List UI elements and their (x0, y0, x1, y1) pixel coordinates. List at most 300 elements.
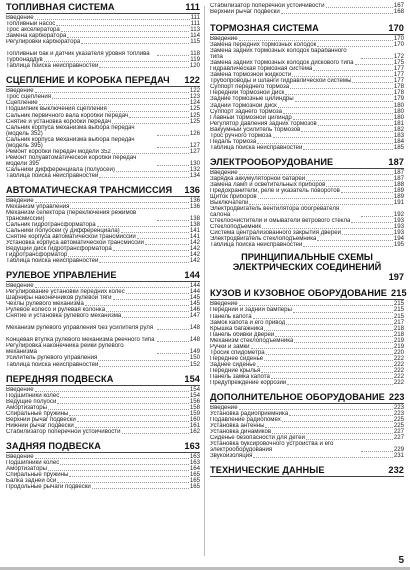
section-entries (6, 454, 200, 490)
toc-entry-label: Ведущий диск гидротрансформатора (6, 246, 112, 253)
dot-leader (253, 318, 393, 319)
toc-entry[interactable] (210, 242, 404, 248)
toc-entry-label: Продольные рычаги подвески (6, 484, 91, 491)
toc-entry-label: Сиденье безопасности для детей (210, 435, 305, 442)
section-page: 197 (388, 272, 404, 283)
dot-leader (157, 55, 189, 56)
toc-entry-label: Панель капота (210, 313, 252, 320)
toc-entry-page: 222 (393, 354, 404, 362)
toc-entry-page: 170 (393, 41, 404, 49)
toc-entry-label: Верхний рычаг подвески (6, 416, 76, 423)
dot-leader (35, 287, 189, 288)
dot-leader (287, 384, 392, 385)
toc-entry[interactable] (6, 137, 200, 149)
toc-entry-label: Установка буксировочного устройства и его электрооборудования (210, 441, 334, 454)
toc-entry-page: 125 (189, 117, 200, 125)
section-title: ДОПОЛНИТЕЛЬНОЕ ОБОРУДОВАНИЕ (210, 392, 385, 403)
toc-entry-page: 111 (190, 20, 200, 28)
toc-entry-page: 177 (393, 77, 404, 85)
toc-entry[interactable] (6, 45, 200, 57)
dot-leader (318, 125, 393, 126)
dot-leader (306, 180, 393, 181)
toc-entry-page: 120 (189, 62, 200, 70)
dot-leader (99, 177, 188, 178)
dot-leader (56, 25, 189, 26)
toc-entry-label: Введение (6, 386, 34, 393)
dot-leader (67, 37, 189, 38)
dot-leader (48, 409, 189, 410)
section-title: КУЗОВ И КУЗОВНОЕ ОБОРУДОВАНИЕ (210, 288, 388, 299)
toc-entry-page: 231 (393, 452, 404, 460)
dot-leader (69, 415, 188, 416)
section-rule (6, 13, 200, 14)
toc-entry-label: Таблица поиска неисправностей (6, 63, 99, 70)
toc-entry-label: Амортизаторы (6, 466, 48, 473)
toc-entry-label: Ремонт коробки передач модели 352 (6, 148, 111, 155)
toc-entry[interactable] (6, 319, 200, 331)
dot-leader (342, 234, 393, 235)
toc-entry-page: 177 (393, 71, 404, 79)
toc-entry-label: Таблица поиска неисправностей (210, 144, 303, 151)
section-rule (210, 476, 404, 477)
dot-leader (265, 427, 392, 428)
toc-entry-label: Стабилизатор поперечной устойчивости (6, 428, 121, 435)
dot-leader (281, 13, 393, 14)
toc-entry-page: 162 (189, 427, 200, 435)
toc-entry-page: 187 (393, 174, 404, 182)
toc-entry-page: 163 (189, 452, 200, 460)
toc-entry-label: Таблица поиска неисправностей (6, 361, 99, 368)
dot-leader (303, 149, 392, 150)
toc-entry-label: Спиральные пружины (6, 472, 69, 479)
toc-entry[interactable] (210, 380, 404, 386)
section-title: АВТОМАТИЧЕСКАЯ ТРАНСМИССИЯ (6, 184, 173, 195)
dot-leader (239, 40, 393, 41)
dot-leader (157, 165, 189, 166)
toc-entry-label: Гидравлическая тормозная система (210, 66, 313, 73)
toc-entry-page: 184 (393, 137, 404, 145)
toc-entry-label: Механизм рулевого управления без усилителя руля (6, 325, 154, 332)
dot-leader (99, 262, 188, 263)
toc-entry-label: Переднее сиденье (210, 355, 264, 362)
toc-entry-page: 111 (190, 14, 200, 21)
section-page: 163 (184, 440, 200, 451)
toc-entry-page: 177 (393, 65, 404, 73)
section-entries (6, 88, 200, 178)
dot-leader (272, 433, 393, 434)
dot-leader (285, 94, 393, 95)
toc-entry-page: 164 (189, 465, 200, 473)
toc-entry-label: Установка радиоприемника (210, 411, 289, 418)
dot-leader (341, 192, 393, 193)
dot-leader (157, 341, 189, 342)
dot-leader (292, 76, 393, 77)
toc-entry-page: 187 (393, 168, 404, 176)
toc-entry-page: 193 (393, 223, 404, 231)
section-heading[interactable] (210, 390, 404, 402)
toc-entry-label: Главный тормозной цилиндр (210, 114, 292, 121)
toc-entry[interactable] (6, 173, 200, 179)
toc-entry-page: 127 (189, 147, 200, 155)
toc-entry-label: Верхний рычаг подвески (210, 9, 280, 16)
toc-entry-label: Вакуумный усилитель тормозов (210, 126, 301, 133)
dot-leader (257, 366, 393, 367)
toc-entry-page: 142 (189, 257, 200, 265)
dot-leader (145, 244, 189, 245)
toc-entry-label: Введение (210, 36, 238, 43)
dot-leader (317, 46, 393, 47)
toc-entry-page: 222 (393, 379, 404, 387)
dot-leader (283, 113, 393, 114)
section-heading[interactable] (210, 286, 407, 299)
dot-leader (313, 70, 393, 71)
toc-entry-page: 161 (189, 421, 200, 429)
toc-entry[interactable] (6, 331, 200, 343)
section-entries (210, 170, 404, 249)
toc-entry-label: Система централизованного закрытия дверей (210, 230, 342, 237)
toc-entry-label: Заднее сиденье (210, 361, 256, 368)
toc-entry-page: 193 (393, 217, 404, 225)
toc-entry-page: 144 (189, 288, 200, 296)
section-entries (210, 36, 404, 151)
toc-entry-label: Подшипники колес (6, 392, 60, 399)
dot-leader (108, 111, 189, 112)
toc-entry[interactable] (6, 429, 200, 435)
section-heading[interactable] (210, 463, 404, 475)
toc-entry-page: 136 (189, 202, 200, 210)
toc-entry-page: 144 (189, 282, 200, 290)
toc-entry[interactable] (210, 206, 404, 218)
toc-entry-page: 148 (189, 336, 200, 344)
section-heading[interactable] (6, 439, 200, 451)
dot-leader (262, 228, 393, 229)
toc-entry-page: 195 (393, 241, 404, 249)
toc-entry-page: 193 (393, 229, 404, 237)
toc-entry-label: Введение (210, 301, 238, 308)
toc-entry[interactable] (6, 155, 200, 167)
dot-leader (361, 451, 393, 452)
toc-entry-label: Панель обивки дверей (210, 331, 275, 338)
toc-entry-label: Замок капота и его привод (210, 319, 286, 326)
toc-entry-page: 147 (189, 312, 200, 320)
section-heading[interactable] (210, 21, 404, 33)
dot-leader (137, 238, 189, 239)
toc-entry-page: 217 (393, 318, 404, 326)
dot-leader (157, 353, 189, 354)
toc-entry-label: Подавление радиопомех (210, 417, 281, 424)
toc-entry-page: 138 (189, 220, 200, 228)
toc-entry-label: Балка задней оси (6, 478, 57, 485)
dot-leader (60, 397, 189, 398)
section-entries (6, 387, 200, 435)
toc-entry-label: Механизм стеклоподъемника (210, 337, 294, 344)
column-divider (204, 6, 205, 556)
toc-entry-page: 192 (393, 211, 404, 219)
section-title: ТОПЛИВНАЯ СИСТЕМА (6, 2, 115, 12)
section-entries (210, 301, 404, 386)
dot-leader (35, 391, 189, 392)
dot-leader (157, 135, 189, 136)
toc-entry[interactable] (210, 48, 404, 60)
dot-leader (69, 476, 188, 477)
toc-entry-page: 158 (189, 403, 200, 411)
dot-leader (35, 92, 189, 93)
toc-entry-page: 178 (393, 89, 404, 97)
toc-entry-label: Сальник гидротрансформатора (6, 221, 96, 228)
toc-entry[interactable] (6, 125, 200, 137)
toc-entry[interactable] (6, 63, 200, 69)
toc-entry[interactable] (6, 484, 200, 490)
toc-entry-label: Подшипник выключения сцепления (6, 106, 107, 113)
dot-leader (48, 470, 189, 471)
toc-entry-page: 163 (189, 458, 200, 466)
dot-leader (35, 202, 189, 203)
toc-entry-page: 222 (393, 366, 404, 374)
toc-entry-page: 132 (189, 165, 200, 173)
toc-entry-page: 141 (189, 226, 200, 234)
toc-entry-label: Сцепление (6, 100, 38, 107)
toc-entry-label: Панель замка капота (210, 373, 270, 380)
dot-leader (301, 131, 392, 132)
dot-leader (239, 409, 393, 410)
toc-entry-page: 154 (189, 391, 200, 399)
toc-entry-page: 188 (393, 180, 404, 188)
dot-leader (112, 123, 189, 124)
section-page: 223 (388, 392, 405, 403)
toc-entry-page: 142 (189, 245, 200, 253)
toc-entry-label: Замена передних тормозных колодок (210, 42, 317, 49)
toc-entry-label: Предохранители, реле и указатель поворотов (210, 188, 340, 195)
dot-leader (352, 82, 392, 83)
dot-leader (355, 64, 393, 65)
toc-entry-page: 175 (393, 59, 404, 67)
toc-entry-page: 115 (190, 38, 200, 46)
page-number: 5 (398, 555, 404, 566)
section-title: ТЕХНИЧЕСКИЕ ДАННЫЕ (210, 465, 325, 476)
dot-leader (351, 222, 392, 223)
toc-entry-label: Таблица поиска неисправностей (6, 172, 99, 179)
toc-entry-page: 126 (189, 129, 200, 137)
toc-entry-label: Стеклоочистители и омыватели ветрового стекла (210, 218, 351, 225)
toc-entry-page: 225 (393, 422, 404, 430)
section-entries (6, 198, 200, 264)
toc-entry-page: 167 (393, 2, 404, 9)
dot-leader (99, 366, 188, 367)
dot-leader (264, 360, 393, 361)
section-heading[interactable] (6, 268, 200, 280)
toc-entry-label: Снятие корпуса автоматической трансмиссии (6, 233, 136, 240)
toc-entry-page: 149 (189, 348, 200, 356)
toc-entry-label: Тросик спидометра (210, 349, 265, 356)
dot-leader (39, 104, 189, 105)
toc-entry-label: Введение (6, 453, 34, 460)
toc-entry-page: 142 (189, 238, 200, 246)
toc-entry-label: Предупреждение коррозии (210, 380, 287, 387)
toc-entry-page: 142 (189, 251, 200, 259)
toc-entry-label: Механизм управления (6, 203, 70, 210)
section-title: ЭЛЕКТРООБОРУДОВАНИЕ (210, 156, 334, 167)
toc-entry-label: Крышка багажника (210, 325, 264, 332)
section-rule (6, 385, 200, 386)
dot-leader (113, 250, 189, 251)
toc-entry-page: 146 (189, 306, 200, 314)
toc-entry-page: 223 (393, 410, 404, 418)
dot-leader (92, 488, 189, 489)
toc-entry-label: Трос акселератора (6, 27, 60, 34)
section-heading[interactable] (6, 73, 200, 85)
toc-entry-label: Регулятор давления задних тормозов (210, 120, 317, 127)
dot-leader (70, 208, 188, 209)
section-heading[interactable] (6, 183, 200, 195)
dot-leader (271, 378, 393, 379)
toc-entry-label: Передние крылья (210, 367, 261, 374)
toc-section (210, 21, 404, 151)
toc-entry-page: 125 (189, 105, 200, 113)
toc-entry-label: Щиток приборов (210, 194, 257, 201)
toc-entry[interactable] (6, 258, 200, 264)
toc-entry-label: Электродвигатель стеклоподъемника (210, 236, 317, 243)
dot-leader (122, 433, 189, 434)
toc-entry-label: Установка корпуса автоматической трансмиссии (6, 239, 144, 246)
section-heading[interactable] (210, 155, 404, 167)
toc-entry-page: 185 (393, 143, 404, 151)
toc-entry[interactable] (210, 441, 404, 453)
toc-entry-label: Трос ручного тормоза (210, 132, 272, 139)
toc-entry-label: Введение (6, 15, 34, 21)
section-title[interactable]: ПРИНЦИПИАЛЬНЫЕ СХЕМЫ ЭЛЕКТРИЧЕСКИХ СОЕДИНЕНИЙ (232, 252, 382, 273)
toc-entry-page: 145 (189, 294, 200, 302)
toc-section (6, 73, 200, 178)
toc-entry-label: Гидротрансформатор (6, 252, 68, 259)
section-heading[interactable] (6, 372, 200, 384)
dot-leader (264, 330, 392, 331)
toc-entry-label: Концевая втулка рулевого механизма реечного типа (6, 337, 155, 344)
toc-entry-page: 160 (189, 415, 200, 423)
section-title: РУЛЕВОЕ УПРАВЛЕНИЕ (6, 270, 117, 281)
toc-section (210, 155, 404, 249)
section-title: ПЕРЕДНЯЯ ПОДВЕСКА (6, 373, 114, 384)
dot-leader (306, 439, 393, 440)
dot-leader (258, 198, 393, 199)
toc-entry-page: 215 (393, 312, 404, 320)
toc-entry-page: 141 (189, 232, 200, 240)
toc-entry-label: Суппорт переднего тормоза (210, 84, 290, 91)
toc-entry-label: Амортизаторы (6, 404, 48, 411)
toc-section (6, 0, 200, 69)
toc-entry-page: 123 (189, 93, 200, 101)
toc-entry-page: 189 (393, 187, 404, 195)
toc-entry[interactable] (6, 210, 200, 222)
toc-entry-label: Замена задних тормозных колодок барабанного типа (210, 48, 347, 61)
dot-leader (112, 153, 189, 154)
toc-section (6, 372, 200, 435)
toc-entry-label: Механизм селектора (переключения режимов трансмиссии) (6, 209, 137, 222)
dot-leader (75, 427, 189, 428)
toc-entry-label: Электродвигатель вентилятора обогревателя салона (210, 206, 340, 219)
toc-entry-page: 165 (189, 471, 200, 479)
toc-entry-page: 114 (190, 32, 200, 40)
toc-entry-label: Спиральные пружины (6, 410, 69, 417)
toc-entry-page: 180 (393, 101, 404, 109)
toc-entry-page: 219 (393, 336, 404, 344)
toc-entry-page: 225 (393, 416, 404, 424)
toc-entry-page: 189 (393, 193, 404, 201)
dot-leader (99, 67, 188, 68)
dot-leader (289, 415, 393, 416)
toc-entry[interactable] (210, 9, 404, 15)
toc-entry-page: 136 (189, 196, 200, 204)
section-page: 232 (388, 465, 404, 476)
section-rule (210, 299, 404, 300)
dot-leader (249, 204, 392, 205)
toc-entry-label: Сальник первичного вала коробки передач (6, 112, 129, 119)
continued-entries (210, 3, 404, 15)
toc-entry-page: 118 (190, 50, 200, 58)
dot-leader (121, 232, 189, 233)
toc-entry-page: 229 (393, 446, 404, 454)
toc-entry[interactable] (6, 343, 200, 355)
toc-section (6, 439, 200, 490)
toc-entry-label: Трос сцепления (6, 94, 52, 101)
toc-entry-label: Задний тормозной диск (210, 102, 277, 109)
toc-entry[interactable] (6, 362, 200, 368)
toc-entry-label: Регулировка наконечника рейки рулевого механизма (6, 343, 124, 356)
toc-entry-page: 150 (189, 354, 200, 362)
toc-entry-label: Передний и задний бамперы (210, 307, 292, 314)
dot-leader (286, 324, 393, 325)
dot-leader (157, 220, 189, 221)
toc-entry-page: 227 (393, 434, 404, 442)
toc-entry-page: 119 (190, 56, 200, 64)
section-heading[interactable] (6, 0, 200, 12)
toc-entry[interactable] (210, 145, 404, 151)
toc-entry-page: 156 (189, 397, 200, 405)
toc-entry-label: Ведущие полуоси (6, 398, 57, 405)
dot-leader (61, 31, 190, 32)
toc-entry-label: Снятие и установка коробки передач (6, 118, 111, 125)
toc-entry-page: 138 (189, 214, 200, 222)
toc-section (210, 463, 404, 477)
dot-leader (68, 256, 189, 257)
section-entries (6, 15, 200, 69)
toc-entry-label: Сальники дифференциала (полуосей) (6, 166, 115, 173)
toc-entry[interactable] (210, 453, 404, 459)
toc-entry-page: 222 (393, 360, 404, 368)
section-entries (210, 405, 404, 459)
toc-entry-label: Усилитель рулевого управления (6, 355, 98, 362)
toc-left-column (6, 0, 200, 494)
toc-entry-label: Топливный насос (6, 21, 56, 28)
toc-entry-label: Зарядка аккумуляторной батареи (210, 175, 306, 182)
section-page: 144 (184, 270, 200, 281)
dot-leader (106, 311, 189, 312)
toc-entry-label: Введение (210, 405, 238, 412)
section-rule (210, 168, 404, 169)
dot-leader (126, 293, 189, 294)
toc-entry-label: Установка антенны (210, 423, 265, 430)
section-title: СЦЕПЛЕНИЕ И КОРОБКА ПЕРЕДАЧ (6, 75, 170, 86)
dot-leader (275, 336, 393, 337)
toc-entry-page: 172 (393, 53, 404, 61)
toc-entry-label: Топливный бак и датчик указателя уровня топлива (6, 51, 150, 58)
section-page: 122 (184, 75, 200, 86)
toc-entry-page: 183 (393, 131, 404, 139)
section-rule (6, 281, 200, 282)
toc-section (210, 390, 404, 459)
dot-leader (81, 43, 189, 44)
section-page-row (210, 272, 404, 282)
dot-leader (326, 7, 393, 8)
